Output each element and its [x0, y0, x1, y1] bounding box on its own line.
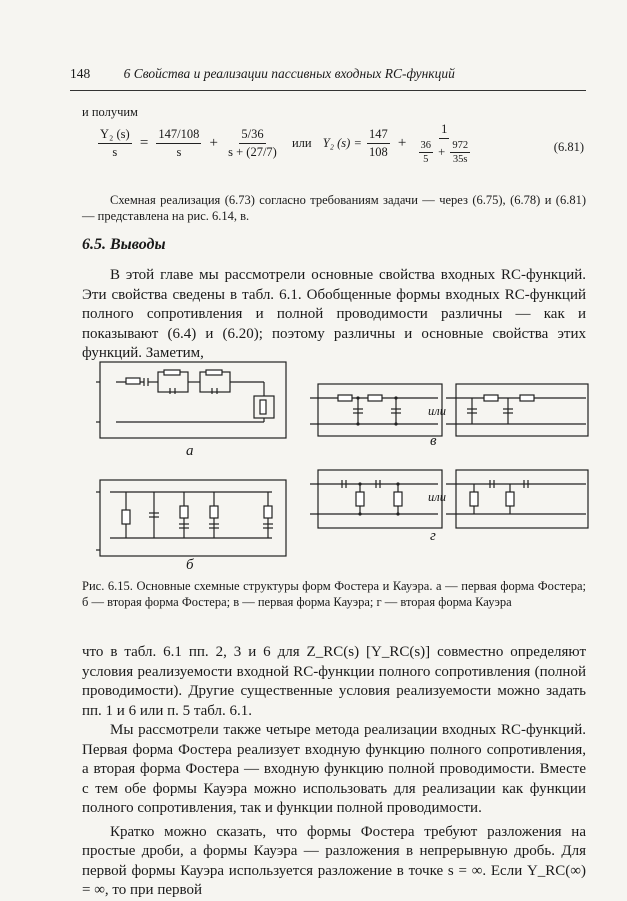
t4-den-a-den: 5: [423, 154, 429, 165]
t4-den-a-num: 36: [420, 140, 431, 151]
t4-den-b-num: 972: [452, 140, 469, 151]
frac-t3: [367, 127, 390, 160]
realization-note: Схемная реализация (6.73) согласно требованиям задачи — через (6.75), (6.78) и (6.81) — представлена на рис. 6.14, в.: [82, 193, 586, 223]
ili-label-1: или: [428, 404, 446, 418]
para1-text: В этой главе мы рассмотрели основные свойства входных RC-функций. Эти свойства сведены в табл. 6.1. Обобщенные формы входных RC-функций полного сопротивления и полной проводимости различны — как и показывают (6.4) и (6.20); поэтому различны и основные свойства этих функций. Заметим,: [82, 267, 586, 361]
para2-text: что в табл. 6.1 пп. 2, 3 и 6 для Z_RC(s) [Y_RC(s)] совместно определяют условия реализуемости входной RC-функции полного сопротивления (полной проводимости). Другие существенные условия реализуемости можно задать пп. 1 и 6 или п. 5 табл. 6.1.: [82, 644, 586, 719]
circuit-figure: [96, 358, 596, 578]
equation-6-81: [96, 122, 586, 182]
or-word: или: [291, 136, 312, 150]
circuit-a-box: [100, 362, 286, 438]
circuit-g-left-box: [318, 470, 442, 528]
frac-t1: [156, 127, 201, 160]
figure-label-g: г: [430, 528, 436, 544]
t4-den-b-den: 35s: [452, 154, 468, 165]
running-title: 6 Свойства и реализации пассивных входных RC-функций: [123, 66, 455, 81]
t2-num: 5/36: [239, 127, 265, 144]
plus-2: +: [397, 135, 407, 151]
header-rule: [70, 90, 586, 91]
lhs-num: Y₂ (s): [98, 127, 132, 144]
para4-text: Кратко можно сказать, что формы Фостера требуют разложения на простые дроби, а формы Кауэра — разложения в непрерывную дробь. Для первой формы Кауэра используется разложение в точке s = ∞. Если Y_RC(∞) = ∞, то при первой: [82, 823, 586, 898]
t1-num: 147/108: [156, 127, 201, 144]
figure-label-a: а: [186, 443, 194, 459]
figure-caption: Рис. 6.15. Основные схемные структуры форм Фостера и Кауэра. а — первая форма Фостера; б — вторая форма Фостера; в — первая форма Кауэра; г — вторая форма Кауэра: [82, 579, 586, 609]
eq-sign: =: [139, 135, 149, 151]
t2-den: s + (27/7): [228, 145, 277, 159]
paragraph-1: [82, 266, 586, 364]
circuit-v-left-box: [318, 384, 442, 436]
intro-text: и получим: [82, 105, 138, 119]
para3-text: Мы рассмотрели также четыре метода реализации входных RC-функций. Первая форма Фостера реализует входную функцию полного сопротивления, а вторая форма Фостера — входную функцию полной проводимости. Вместе с тем обе формы Кауэра можно использовать для реализации как функции полного сопротивления, так и функции полной проводимости.: [82, 722, 586, 816]
running-header: [70, 66, 582, 82]
equation-number: (6.81): [553, 140, 584, 154]
t3-den: 108: [369, 145, 388, 159]
t4-num: 1: [439, 122, 449, 139]
frac-lhs: [98, 127, 132, 160]
plus-1: +: [209, 135, 218, 151]
paragraph-block: [82, 643, 586, 901]
frac-t2: [226, 127, 279, 160]
t3-num: 147: [367, 127, 390, 144]
ili-label-2: или: [428, 490, 446, 504]
frac-t4: [415, 122, 475, 165]
figure-label-v: в: [430, 433, 437, 449]
t1-den: s: [176, 145, 182, 159]
t4-den-a: [419, 140, 434, 165]
figure-label-b: б: [186, 557, 194, 573]
lhs-den: s: [112, 145, 118, 159]
page-number: 148: [70, 66, 91, 81]
t4-den: [415, 139, 475, 165]
y2s-label: Y₂ (s) =: [322, 136, 362, 150]
plus-3: +: [438, 145, 446, 159]
t4-den-b: [450, 140, 470, 165]
circuit-v-right-box: [456, 384, 588, 436]
section-title: 6.5. Выводы: [82, 236, 166, 253]
